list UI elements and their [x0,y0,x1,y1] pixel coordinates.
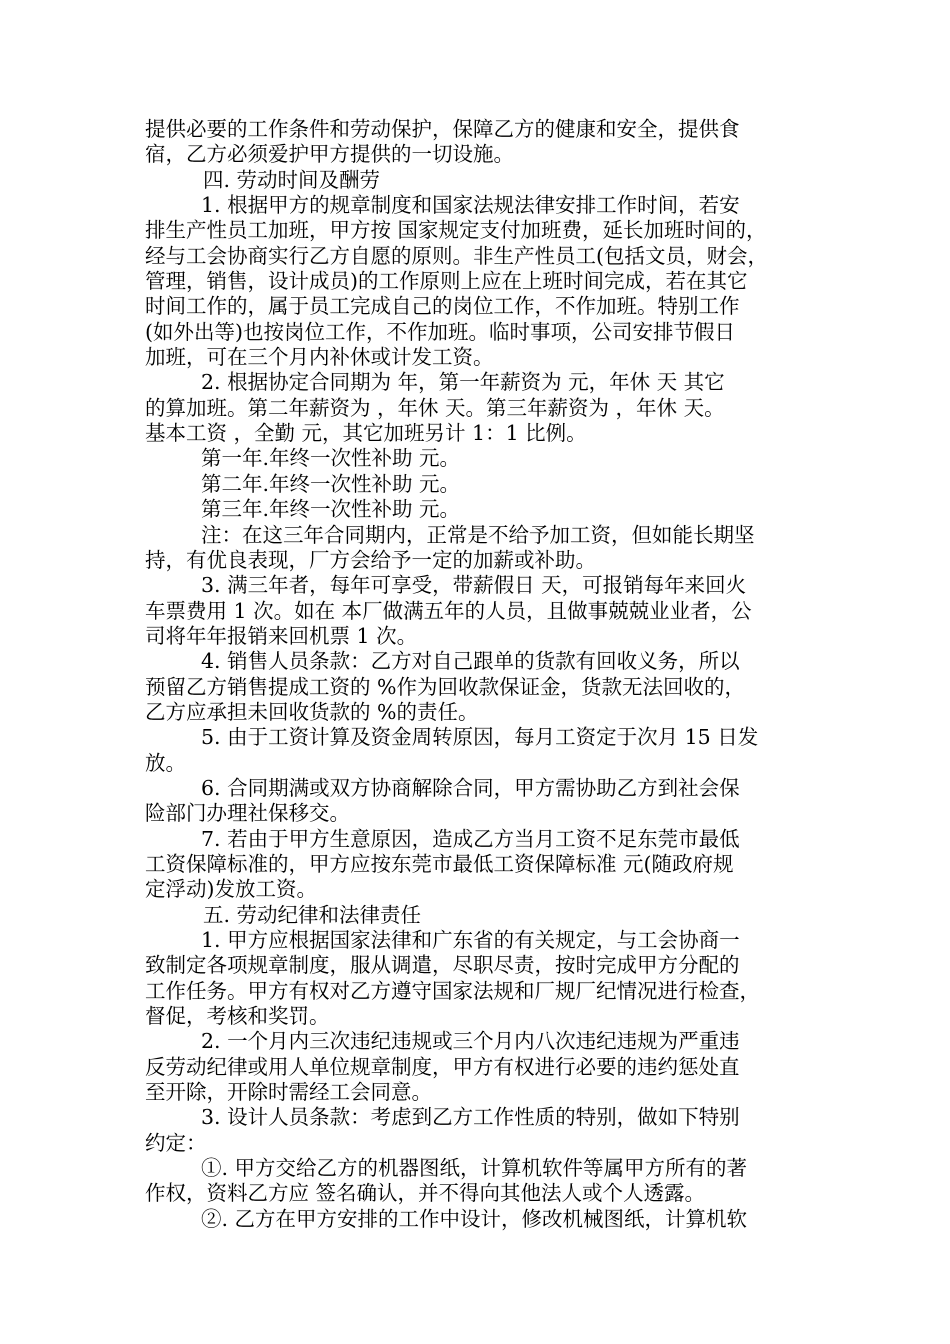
text-line: 险部门办理社保移交。 [145,801,350,826]
text-line: 宿，乙方必须爱护甲方提供的一切设施。 [145,142,514,167]
text-line: 3. 满三年者，每年可享受，带薪假日 天，可报销每年来回火 [201,573,747,598]
text-line: 4. 销售人员条款：乙方对自己跟单的货款有回收义务，所以 [201,649,740,674]
text-line: 3. 设计人员条款：考虑到乙方工作性质的特别，做如下特别 [201,1105,740,1130]
text-line: 管理，销售，设计成员)的工作原则上应在上班时间完成，若在其它 [145,269,748,294]
text-line: 的算加班。第二年薪资为 ，年休 天。第三年薪资为 ，年休 天。 [145,395,725,420]
text-line: 工作任务。甲方有权对乙方遵守国家法规和厂规厂纪情况进行检查， [145,978,760,1003]
text-line: (如外出等)也按岗位工作，不作加班。临时事项，公司安排节假日 [145,319,735,344]
text-line: 2. 根据协定合同期为 年，第一年薪资为 元，年休 天 其它 [201,370,725,395]
text-line: 第二年.年终一次性补助 元。 [201,471,461,496]
text-line: 司将年年报销来回机票 1 次。 [145,623,418,648]
text-line: 7. 若由于甲方生意原因，造成乙方当月工资不足东莞市最低 [201,826,740,851]
text-line: ①. 甲方交给乙方的机器图纸，计算机软件等属甲方所有的著 [201,1156,748,1181]
text-line: 加班，可在三个月内补休或计发工资。 [145,345,494,370]
text-line: 6. 合同期满或双方协商解除合同，甲方需协助乙方到社会保 [201,775,740,800]
text-line: 督促，考核和奖罚。 [145,1004,330,1029]
text-line: 至开除，开除时需经工会同意。 [145,1080,432,1105]
document-body [145,117,817,1232]
text-line: 提供必要的工作条件和劳动保护，保障乙方的健康和安全，提供食 [145,117,740,141]
text-line: 作权，资料乙方应 签名确认，并不得向其他法人或个人透露。 [145,1181,706,1206]
text-line: 5. 由于工资计算及资金周转原因，每月工资定于次月 15 日发 [201,725,759,750]
text-line: 第三年.年终一次性补助 元。 [201,497,461,522]
text-line: 基本工资 ，全勤 元，其它加班另计 1：1 比例。 [145,421,587,446]
text-line: 工资保障标准的，甲方应按东莞市最低工资保障标准 元(随政府规 [145,851,734,876]
text-line: 约定： [145,1130,207,1155]
text-line: 第一年.年终一次性补助 元。 [201,446,461,471]
text-line: ②. 乙方在甲方安排的工作中设计，修改机械图纸，计算机软 [201,1206,748,1231]
text-line: 乙方应承担未回收货款的 %的责任。 [145,699,479,724]
text-line: 四. 劳动时间及酬劳 [203,167,381,192]
text-line: 车票费用 1 次。如在 本厂做满五年的人员，且做事兢兢业业者，公 [145,598,752,623]
text-line: 放。 [145,750,186,775]
text-line: 1. 甲方应根据国家法律和广东省的有关规定，与工会协商一 [201,928,740,952]
text-line: 2. 一个月内三次违纪违规或三个月内八次违纪违规为严重违 [201,1029,740,1054]
text-line: 经与工会协商实行乙方自愿的原则。非生产性员工(包括文员，财会， [145,243,768,268]
text-line: 持，有优良表现，厂方会给予一定的加薪或补助。 [145,547,596,572]
text-line: 时间工作的，属于员工完成自己的岗位工作，不作加班。特别工作 [145,294,740,319]
text-line: 反劳动纪律或用人单位规章制度，甲方有权进行必要的违约惩处直 [145,1054,740,1079]
text-line: 1. 根据甲方的规章制度和国家法规法律安排工作时间，若安 [201,193,740,218]
text-line: 五. 劳动纪律和法律责任 [203,902,422,927]
text-line: 定浮动)发放工资。 [145,877,317,902]
text-line: 致制定各项规章制度，服从调遣，尽职尽责，按时完成甲方分配的 [145,953,740,978]
text-line: 预留乙方销售提成工资的 %作为回收款保证金，货款无法回收的， [145,674,745,699]
text-line: 注：在这三年合同期内，正常是不给予加工资，但如能长期坚 [201,522,755,547]
text-line: 排生产性员工加班，甲方按 国家规定支付加班费，延长加班时间的， [145,218,767,243]
